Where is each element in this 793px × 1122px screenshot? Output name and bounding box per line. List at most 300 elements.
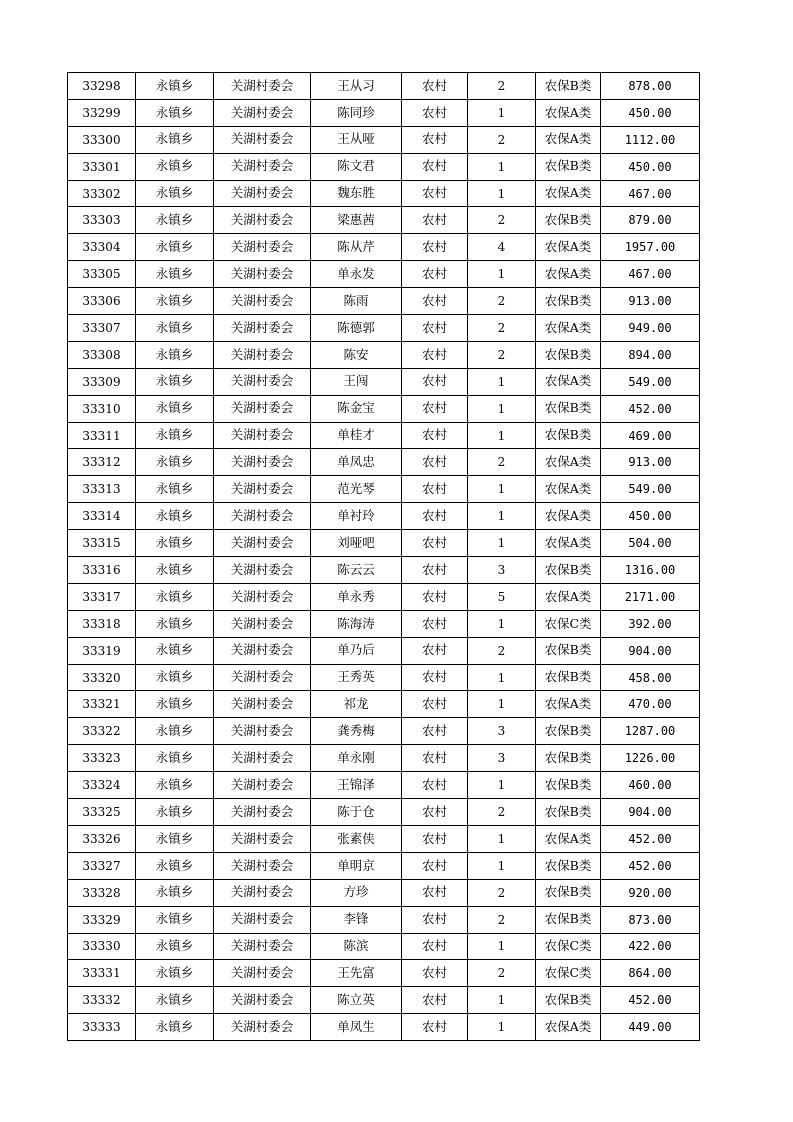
amount-cell: 1316.00: [601, 557, 700, 584]
insurance-category-cell: 农保B类: [536, 422, 601, 449]
amount-cell: 920.00: [601, 879, 700, 906]
person-name-cell: 王闯: [311, 368, 402, 395]
family-size-cell: 2: [468, 960, 536, 987]
family-size-cell: 1: [468, 153, 536, 180]
table-row: [68, 530, 700, 557]
person-name-cell: 王从习: [311, 73, 402, 100]
household-type-cell: 农村: [402, 772, 468, 799]
household-type-cell: 农村: [402, 879, 468, 906]
village-committee-cell: 关湖村委会: [214, 126, 311, 153]
village-committee-cell: 关湖村委会: [214, 99, 311, 126]
insurance-category-cell: 农保A类: [536, 583, 601, 610]
household-type-cell: 农村: [402, 126, 468, 153]
household-type-cell: 农村: [402, 987, 468, 1014]
amount-cell: 467.00: [601, 180, 700, 207]
village-committee-cell: 关湖村委会: [214, 691, 311, 718]
table-row: [68, 73, 700, 100]
village-committee-cell: 关湖村委会: [214, 557, 311, 584]
township-cell: 永镇乡: [136, 960, 214, 987]
township-cell: 永镇乡: [136, 126, 214, 153]
township-cell: 永镇乡: [136, 99, 214, 126]
insurance-category-cell: 农保A类: [536, 234, 601, 261]
household-type-cell: 农村: [402, 799, 468, 826]
person-name-cell: 单永发: [311, 261, 402, 288]
household-type-cell: 农村: [402, 960, 468, 987]
township-cell: 永镇乡: [136, 583, 214, 610]
village-committee-cell: 关湖村委会: [214, 583, 311, 610]
table-row: [68, 126, 700, 153]
person-name-cell: 王先富: [311, 960, 402, 987]
person-name-cell: 单凤生: [311, 1014, 402, 1041]
amount-cell: 549.00: [601, 368, 700, 395]
amount-cell: 392.00: [601, 610, 700, 637]
family-size-cell: 1: [468, 395, 536, 422]
insurance-category-cell: 农保A类: [536, 126, 601, 153]
insurance-category-cell: 农保B类: [536, 906, 601, 933]
amount-cell: 452.00: [601, 987, 700, 1014]
village-committee-cell: 关湖村委会: [214, 637, 311, 664]
family-size-cell: 1: [468, 503, 536, 530]
household-type-cell: 农村: [402, 368, 468, 395]
village-committee-cell: 关湖村委会: [214, 960, 311, 987]
amount-cell: 2171.00: [601, 583, 700, 610]
record-id-cell: 33312: [68, 449, 136, 476]
village-committee-cell: 关湖村委会: [214, 718, 311, 745]
person-name-cell: 魏东胜: [311, 180, 402, 207]
table-row: [68, 476, 700, 503]
record-id-cell: 33301: [68, 153, 136, 180]
record-id-cell: 33326: [68, 825, 136, 852]
insurance-category-cell: 农保B类: [536, 879, 601, 906]
insurance-category-cell: 农保A类: [536, 99, 601, 126]
table-row: [68, 288, 700, 315]
person-name-cell: 陈德郭: [311, 315, 402, 342]
record-id-cell: 33298: [68, 73, 136, 100]
person-name-cell: 张素侠: [311, 825, 402, 852]
table-row: [68, 718, 700, 745]
amount-cell: 504.00: [601, 530, 700, 557]
family-size-cell: 1: [468, 933, 536, 960]
township-cell: 永镇乡: [136, 395, 214, 422]
record-id-cell: 33317: [68, 583, 136, 610]
person-name-cell: 李锋: [311, 906, 402, 933]
household-type-cell: 农村: [402, 691, 468, 718]
village-committee-cell: 关湖村委会: [214, 476, 311, 503]
family-size-cell: 2: [468, 73, 536, 100]
amount-cell: 422.00: [601, 933, 700, 960]
person-name-cell: 陈云云: [311, 557, 402, 584]
record-id-cell: 33331: [68, 960, 136, 987]
township-cell: 永镇乡: [136, 234, 214, 261]
amount-cell: 450.00: [601, 503, 700, 530]
village-committee-cell: 关湖村委会: [214, 234, 311, 261]
township-cell: 永镇乡: [136, 315, 214, 342]
table-row: [68, 341, 700, 368]
table-row: [68, 637, 700, 664]
record-id-cell: 33322: [68, 718, 136, 745]
township-cell: 永镇乡: [136, 879, 214, 906]
village-committee-cell: 关湖村委会: [214, 664, 311, 691]
household-type-cell: 农村: [402, 207, 468, 234]
record-id-cell: 33324: [68, 772, 136, 799]
family-size-cell: 2: [468, 906, 536, 933]
household-type-cell: 农村: [402, 825, 468, 852]
table-row: [68, 987, 700, 1014]
table-row: [68, 691, 700, 718]
amount-cell: 894.00: [601, 341, 700, 368]
amount-cell: 450.00: [601, 99, 700, 126]
person-name-cell: 龚秀梅: [311, 718, 402, 745]
family-size-cell: 1: [468, 852, 536, 879]
household-type-cell: 农村: [402, 1014, 468, 1041]
table-row: [68, 207, 700, 234]
amount-cell: 469.00: [601, 422, 700, 449]
insurance-category-cell: 农保B类: [536, 341, 601, 368]
village-committee-cell: 关湖村委会: [214, 1014, 311, 1041]
village-committee-cell: 关湖村委会: [214, 610, 311, 637]
record-id-cell: 33333: [68, 1014, 136, 1041]
amount-cell: 452.00: [601, 825, 700, 852]
table-row: [68, 664, 700, 691]
amount-cell: 904.00: [601, 799, 700, 826]
township-cell: 永镇乡: [136, 341, 214, 368]
record-id-cell: 33310: [68, 395, 136, 422]
insurance-category-cell: 农保B类: [536, 288, 601, 315]
record-id-cell: 33300: [68, 126, 136, 153]
amount-cell: 470.00: [601, 691, 700, 718]
person-name-cell: 单永刚: [311, 745, 402, 772]
household-type-cell: 农村: [402, 557, 468, 584]
insurance-category-cell: 农保B类: [536, 73, 601, 100]
household-type-cell: 农村: [402, 530, 468, 557]
family-size-cell: 3: [468, 557, 536, 584]
village-committee-cell: 关湖村委会: [214, 449, 311, 476]
table-row: [68, 772, 700, 799]
person-name-cell: 陈海涛: [311, 610, 402, 637]
household-type-cell: 农村: [402, 180, 468, 207]
person-name-cell: 陈从芹: [311, 234, 402, 261]
township-cell: 永镇乡: [136, 933, 214, 960]
person-name-cell: 刘哑吧: [311, 530, 402, 557]
amount-cell: 904.00: [601, 637, 700, 664]
village-committee-cell: 关湖村委会: [214, 852, 311, 879]
record-id-cell: 33330: [68, 933, 136, 960]
insurance-category-cell: 农保A类: [536, 476, 601, 503]
table-row: [68, 799, 700, 826]
village-committee-cell: 关湖村委会: [214, 772, 311, 799]
insurance-category-cell: 农保B类: [536, 153, 601, 180]
person-name-cell: 梁惠茜: [311, 207, 402, 234]
household-type-cell: 农村: [402, 449, 468, 476]
township-cell: 永镇乡: [136, 825, 214, 852]
insurance-category-cell: 农保B类: [536, 799, 601, 826]
person-name-cell: 王锦泽: [311, 772, 402, 799]
table-row: [68, 153, 700, 180]
person-name-cell: 方珍: [311, 879, 402, 906]
household-type-cell: 农村: [402, 933, 468, 960]
record-id-cell: 33318: [68, 610, 136, 637]
village-committee-cell: 关湖村委会: [214, 906, 311, 933]
table-row: [68, 180, 700, 207]
amount-cell: 1226.00: [601, 745, 700, 772]
table-row: [68, 449, 700, 476]
family-size-cell: 1: [468, 691, 536, 718]
amount-cell: 467.00: [601, 261, 700, 288]
insurance-category-cell: 农保B类: [536, 987, 601, 1014]
household-type-cell: 农村: [402, 422, 468, 449]
person-name-cell: 陈文君: [311, 153, 402, 180]
table-row: [68, 583, 700, 610]
family-size-cell: 1: [468, 476, 536, 503]
household-type-cell: 农村: [402, 637, 468, 664]
amount-cell: 460.00: [601, 772, 700, 799]
table-row: [68, 933, 700, 960]
household-type-cell: 农村: [402, 288, 468, 315]
person-name-cell: 陈立英: [311, 987, 402, 1014]
insurance-category-cell: 农保B类: [536, 664, 601, 691]
insurance-category-cell: 农保B类: [536, 772, 601, 799]
village-committee-cell: 关湖村委会: [214, 395, 311, 422]
person-name-cell: 单凤忠: [311, 449, 402, 476]
person-name-cell: 陈雨: [311, 288, 402, 315]
record-id-cell: 33299: [68, 99, 136, 126]
table-row: [68, 1014, 700, 1041]
family-size-cell: 1: [468, 99, 536, 126]
record-id-cell: 33303: [68, 207, 136, 234]
household-type-cell: 农村: [402, 341, 468, 368]
person-name-cell: 陈金宝: [311, 395, 402, 422]
family-size-cell: 3: [468, 745, 536, 772]
insurance-category-cell: 农保A类: [536, 180, 601, 207]
insurance-category-cell: 农保A类: [536, 691, 601, 718]
person-name-cell: 单永秀: [311, 583, 402, 610]
record-id-cell: 33319: [68, 637, 136, 664]
township-cell: 永镇乡: [136, 906, 214, 933]
records-table: [67, 72, 700, 1041]
amount-cell: 1957.00: [601, 234, 700, 261]
table-row: [68, 745, 700, 772]
family-size-cell: 1: [468, 610, 536, 637]
family-size-cell: 2: [468, 207, 536, 234]
record-id-cell: 33316: [68, 557, 136, 584]
record-id-cell: 33311: [68, 422, 136, 449]
family-size-cell: 1: [468, 368, 536, 395]
amount-cell: 879.00: [601, 207, 700, 234]
village-committee-cell: 关湖村委会: [214, 987, 311, 1014]
family-size-cell: 2: [468, 315, 536, 342]
township-cell: 永镇乡: [136, 261, 214, 288]
household-type-cell: 农村: [402, 503, 468, 530]
record-id-cell: 33314: [68, 503, 136, 530]
person-name-cell: 陈安: [311, 341, 402, 368]
record-id-cell: 33323: [68, 745, 136, 772]
table-row: [68, 234, 700, 261]
insurance-category-cell: 农保A类: [536, 503, 601, 530]
township-cell: 永镇乡: [136, 852, 214, 879]
village-committee-cell: 关湖村委会: [214, 530, 311, 557]
family-size-cell: 2: [468, 637, 536, 664]
household-type-cell: 农村: [402, 99, 468, 126]
record-id-cell: 33313: [68, 476, 136, 503]
amount-cell: 450.00: [601, 153, 700, 180]
family-size-cell: 1: [468, 422, 536, 449]
household-type-cell: 农村: [402, 852, 468, 879]
record-id-cell: 33325: [68, 799, 136, 826]
insurance-category-cell: 农保C类: [536, 960, 601, 987]
table-row: [68, 503, 700, 530]
amount-cell: 864.00: [601, 960, 700, 987]
amount-cell: 452.00: [601, 852, 700, 879]
family-size-cell: 1: [468, 261, 536, 288]
family-size-cell: 1: [468, 664, 536, 691]
table-row: [68, 99, 700, 126]
household-type-cell: 农村: [402, 73, 468, 100]
village-committee-cell: 关湖村委会: [214, 825, 311, 852]
village-committee-cell: 关湖村委会: [214, 341, 311, 368]
amount-cell: 452.00: [601, 395, 700, 422]
insurance-category-cell: 农保B类: [536, 637, 601, 664]
insurance-category-cell: 农保B类: [536, 745, 601, 772]
insurance-category-cell: 农保A类: [536, 1014, 601, 1041]
insurance-category-cell: 农保A类: [536, 315, 601, 342]
record-id-cell: 33320: [68, 664, 136, 691]
record-id-cell: 33327: [68, 852, 136, 879]
village-committee-cell: 关湖村委会: [214, 288, 311, 315]
village-committee-cell: 关湖村委会: [214, 315, 311, 342]
insurance-category-cell: 农保A类: [536, 449, 601, 476]
township-cell: 永镇乡: [136, 73, 214, 100]
village-committee-cell: 关湖村委会: [214, 933, 311, 960]
household-type-cell: 农村: [402, 610, 468, 637]
person-name-cell: 陈滨: [311, 933, 402, 960]
record-id-cell: 33309: [68, 368, 136, 395]
family-size-cell: 2: [468, 126, 536, 153]
family-size-cell: 2: [468, 799, 536, 826]
township-cell: 永镇乡: [136, 664, 214, 691]
family-size-cell: 1: [468, 180, 536, 207]
township-cell: 永镇乡: [136, 691, 214, 718]
insurance-category-cell: 农保A类: [536, 825, 601, 852]
record-id-cell: 33308: [68, 341, 136, 368]
insurance-category-cell: 农保B类: [536, 852, 601, 879]
township-cell: 永镇乡: [136, 368, 214, 395]
record-id-cell: 33332: [68, 987, 136, 1014]
village-committee-cell: 关湖村委会: [214, 799, 311, 826]
township-cell: 永镇乡: [136, 745, 214, 772]
record-id-cell: 33307: [68, 315, 136, 342]
table-row: [68, 825, 700, 852]
household-type-cell: 农村: [402, 906, 468, 933]
household-type-cell: 农村: [402, 583, 468, 610]
township-cell: 永镇乡: [136, 153, 214, 180]
family-size-cell: 1: [468, 1014, 536, 1041]
family-size-cell: 1: [468, 825, 536, 852]
table-row: [68, 960, 700, 987]
person-name-cell: 单桂才: [311, 422, 402, 449]
person-name-cell: 陈同珍: [311, 99, 402, 126]
household-type-cell: 农村: [402, 664, 468, 691]
family-size-cell: 3: [468, 718, 536, 745]
record-id-cell: 33306: [68, 288, 136, 315]
township-cell: 永镇乡: [136, 772, 214, 799]
insurance-category-cell: 农保B类: [536, 207, 601, 234]
household-type-cell: 农村: [402, 153, 468, 180]
village-committee-cell: 关湖村委会: [214, 207, 311, 234]
amount-cell: 1112.00: [601, 126, 700, 153]
person-name-cell: 陈于仓: [311, 799, 402, 826]
record-id-cell: 33321: [68, 691, 136, 718]
table-row: [68, 610, 700, 637]
person-name-cell: 单衬玲: [311, 503, 402, 530]
person-name-cell: 单乃后: [311, 637, 402, 664]
family-size-cell: 5: [468, 583, 536, 610]
table-row: [68, 852, 700, 879]
record-id-cell: 33305: [68, 261, 136, 288]
table-row: [68, 879, 700, 906]
township-cell: 永镇乡: [136, 288, 214, 315]
insurance-category-cell: 农保A类: [536, 530, 601, 557]
family-size-cell: 4: [468, 234, 536, 261]
township-cell: 永镇乡: [136, 987, 214, 1014]
township-cell: 永镇乡: [136, 557, 214, 584]
township-cell: 永镇乡: [136, 207, 214, 234]
township-cell: 永镇乡: [136, 610, 214, 637]
township-cell: 永镇乡: [136, 718, 214, 745]
person-name-cell: 祁龙: [311, 691, 402, 718]
table-row: [68, 395, 700, 422]
amount-cell: 1287.00: [601, 718, 700, 745]
household-type-cell: 农村: [402, 315, 468, 342]
amount-cell: 458.00: [601, 664, 700, 691]
table-row: [68, 261, 700, 288]
amount-cell: 449.00: [601, 1014, 700, 1041]
village-committee-cell: 关湖村委会: [214, 261, 311, 288]
amount-cell: 549.00: [601, 476, 700, 503]
village-committee-cell: 关湖村委会: [214, 368, 311, 395]
township-cell: 永镇乡: [136, 476, 214, 503]
record-id-cell: 33315: [68, 530, 136, 557]
person-name-cell: 单明京: [311, 852, 402, 879]
household-type-cell: 农村: [402, 234, 468, 261]
amount-cell: 913.00: [601, 449, 700, 476]
record-id-cell: 33304: [68, 234, 136, 261]
village-committee-cell: 关湖村委会: [214, 745, 311, 772]
insurance-category-cell: 农保A类: [536, 368, 601, 395]
village-committee-cell: 关湖村委会: [214, 879, 311, 906]
insurance-category-cell: 农保B类: [536, 557, 601, 584]
township-cell: 永镇乡: [136, 637, 214, 664]
family-size-cell: 1: [468, 772, 536, 799]
township-cell: 永镇乡: [136, 422, 214, 449]
township-cell: 永镇乡: [136, 799, 214, 826]
record-id-cell: 33328: [68, 879, 136, 906]
family-size-cell: 2: [468, 341, 536, 368]
household-type-cell: 农村: [402, 395, 468, 422]
household-type-cell: 农村: [402, 476, 468, 503]
amount-cell: 873.00: [601, 906, 700, 933]
township-cell: 永镇乡: [136, 1014, 214, 1041]
amount-cell: 949.00: [601, 315, 700, 342]
insurance-category-cell: 农保C类: [536, 610, 601, 637]
amount-cell: 913.00: [601, 288, 700, 315]
person-name-cell: 王秀英: [311, 664, 402, 691]
household-type-cell: 农村: [402, 718, 468, 745]
person-name-cell: 王从哑: [311, 126, 402, 153]
record-id-cell: 33302: [68, 180, 136, 207]
table-row: [68, 422, 700, 449]
insurance-category-cell: 农保C类: [536, 933, 601, 960]
table-row: [68, 368, 700, 395]
